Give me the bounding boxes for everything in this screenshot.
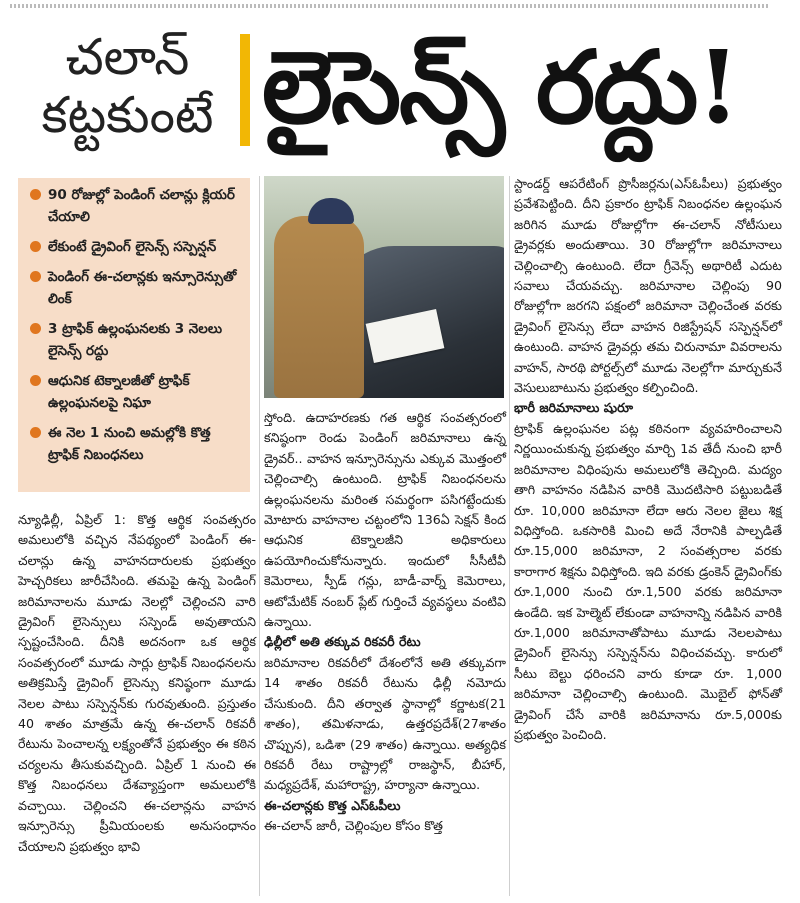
highlight-item — [28, 370, 244, 414]
bullet-icon — [30, 375, 41, 386]
article-column-3 — [514, 174, 782, 745]
kicker-line-1: చలాన్ — [65, 28, 190, 86]
highlight-text: 3 ట్రాఫిక్ ఉల్లంఘనలకు 3 నెలలు లైసెన్స్ రద్దు — [48, 321, 223, 359]
article-paragraph: న్యూఢిల్లీ, ఏప్రిల్ 1: కొత్త ఆర్థిక సంవత్సరం అమలులోకి వచ్చిన నేపథ్యంలో పెండింగ్ ఈ-చలాన్లు ఉన్న వాహనదారులకు ప్రభుత్వం హెచ్చరికలు జారీచేసింది. తమపై ఉన్న పెండింగ్ జరిమానాలను మూడు నెలల్లో చెల్లించని వారి డ్రైవింగ్ లైసెన్సులు సస్పెండ్ అవుతాయని స్పష్టంచేసింది. దీనికి అదనంగా ఒక ఆర్థిక సంవత్సరంలో మూడు సార్లు ట్రాఫిక్ నిబంధనలను అతిక్రమిస్తే డ్రైవింగ్ లైసెన్సు కనిష్ఠంగా మూడు నెలల పాటు సస్పెన్షన్‌కు గురవుతుంది. ప్రస్తుతం 40 శాతం మాత్రమే ఉన్న ఈ-చలాన్ రికవరీ రేటును పెంచాలన్న లక్ష్యంతోనే ప్రభుత్వం ఈ కఠిన చర్యలను తీసుకువచ్చింది. ఏప్రిల్ 1 నుంచి ఈ కొత్త నిబంధనలు దేశవ్యాప్తంగా అమలులోకి వచ్చాయి. చెల్లించని ఈ-చలాన్లను వాహన ఇన్సూరెన్సు ప్రీమియంలకు అనుసంధానం చేయాలని ప్రభుత్వం భావి — [18, 512, 256, 854]
article-paragraph: ట్రాఫిక్ ఉల్లంఘనల పట్ల కఠినంగా వ్యవహరించాలని నిర్ణయించుకున్న ప్రభుత్వం మార్చి 1వ తేదీ నుంచి భారీ జరిమానాల విధింపును అమలులోకి తెచ్చింది. మద్యం తాగి వాహనం నడిపిన వారికి మొదటిసారి పట్టుబడితే రూ. 10,000 జరిమానా లేదా ఆరు నెలల జైలు శిక్ష విధిస్తోంది. ఒకసారికి మించి అదే నేరానికి పాల్పడితే రూ.15,000 జరిమానా, 2 సంవత్సరాల వరకు కారాగార శిక్షను విధిస్తోంది. ఇది వరకు డ్రంకెన్ డ్రైవింగ్‌కు రూ.1,000 నుంచి రూ.1,500 వరకు జరిమానా ఉండేది. ఇక హెల్మెట్ లేకుండా వాహనాన్ని నడిపిన వారికి రూ.1,000 జరిమానాతోపాటు మూడు నెలలపాటు డ్రైవింగ్ లైసెన్సు సస్పెన్షన్‌ను విధించవచ్చు. కారులో సీటు బెల్టు ధరించని వారు కూడా రూ. 1,000 జరిమానా చెల్లించాల్సి ఉంటుంది. మొబైల్ ఫోన్‌తో డ్రైవింగ్ చేసే వారికి జరిమానాను రూ.5,000కు ప్రభుత్వం పెంచింది. — [514, 420, 782, 742]
article-column-2 — [264, 408, 506, 837]
highlight-item — [28, 266, 244, 310]
highlight-item — [28, 422, 244, 466]
column-rule — [259, 176, 260, 896]
bullet-icon — [30, 241, 41, 252]
bullet-icon — [30, 189, 41, 200]
highlight-text: లేకుంటే డ్రైవింగ్ లైసెన్స్ సస్పెన్షన్ — [48, 239, 217, 255]
article-paragraph: స్టాండర్డ్ ఆపరేటింగ్ ప్రొసీజర్లను(ఎస్‌ఓపీలు) ప్రభుత్వం ప్రవేశపెట్టింది. దీని ప్రకారం ట్రాఫిక్ నిబంధనల ఉల్లంఘన జరిగిన మూడు రోజుల్లోగా ఈ-చలాన్ నోటీసులు డ్రైవర్లకు అందుతాయి. 30 రోజుల్లోగా జరిమానాలు చెల్లించాల్సి ఉంటుంది. లేదా గ్రీవెన్స్ అథారిటీ ఎదుట సవాలు చేయవచ్చు. జరిమానాల చెల్లింపు 90 రోజుల్లోగా జరగని పక్షంలో జరిమానా చెల్లించేంత వరకు డ్రైవింగ్ లైసెన్సు లేదా వాహన రిజిస్ట్రేషన్ సస్పెన్షన్‌లో ఉంటుంది. వాహన డ్రైవర్లు తమ చిరునామా వివరాలను వాహన్, సారథి పోర్టల్స్‌లో మూడు నెలల్లోగా మార్చుకునే వెసులుబాటును ప్రభుత్వం కల్పించింది. — [514, 176, 782, 396]
bullet-icon — [30, 427, 41, 438]
kicker-line-2: కట్టకుంటే — [41, 86, 214, 144]
article-paragraph: ఈ-చలాన్ జారీ, చెల్లింపుల కోసం కొత్త — [264, 818, 443, 834]
article-paragraph: జరిమానాల రికవరీలో దేశంలోనే అతి తక్కువగా 14 శాతం రికవరీ రేటును ఢిల్లీ నమోదు చేసుకుంది. దీని తర్వాత స్థానాల్లో కర్ణాటక(21 శాతం), తమిళనాడు, ఉత్తరప్రదేశ్(27శాతం చొప్పున), ఒడిశా (29 శాతం) ఉన్నాయి. అత్యధిక రికవరీ రేటు రాష్ట్రాల్లో రాజస్థాన్, బీహార్, మధ్యప్రదేశ్, మహారాష్ట్ర, హర్యానా ఉన్నాయి. — [264, 654, 506, 793]
highlight-item — [28, 318, 244, 362]
article-column-1 — [18, 510, 256, 857]
article-subheading: ఢిల్లీలో అతి తక్కువ రికవరీ రేటు — [264, 634, 421, 650]
article-subheading: భారీ జరిమానాలు షురూ — [514, 400, 633, 416]
officer-cap-icon — [308, 198, 354, 224]
highlight-text: 90 రోజుల్లో పెండింగ్ చలాన్లు క్లియర్ చేయాలి — [48, 187, 235, 225]
article-subheading: ఈ-చలాన్లకు కొత్త ఎస్‌ఓపీలు — [264, 797, 401, 813]
highlight-text: ఈ నెల 1 నుంచి అమల్లోకి కొత్త ట్రాఫిక్ నిబంధనలు — [48, 425, 211, 463]
highlight-item — [28, 236, 244, 258]
highlight-text: పెండింగ్ ఈ-చలాన్లకు ఇన్సూరెన్సుతో లింక్ — [48, 269, 237, 307]
column-rule — [509, 176, 510, 896]
article-paragraph: స్తోంది. ఉదాహరణకు గత ఆర్థిక సంవత్సరంలో కనిష్ఠంగా రెండు పెండింగ్ జరిమానాలు ఉన్న డ్రైవర్.. వాహన ఇన్సూరెన్సును ఎక్కువ మొత్తంలో చెల్లించాల్సి ఉంటుంది. ట్రాఫిక్ నిబంధనలను ఉల్లంఘనలను మరింత సమర్థంగా పసిగట్టేందుకు మోటారు వాహనాల చట్టంలోని 136ఏ సెక్షన్ కింద ఆధునిక టెక్నాలజీని అధికారులు ఉపయోగించుకోనున్నారు. ఇందులో సీసీటీవీ కెమెరాలు, స్పీడ్ గన్లు, బాడీ-వార్న్ కెమెరాలు, ఆటోమేటిక్ నంబర్ ప్లేట్ గుర్తించే వ్యవస్థలు వంటివి ఉన్నాయి. — [264, 410, 506, 630]
bullet-icon — [30, 323, 41, 334]
traffic-police-photo — [264, 176, 504, 398]
bullet-icon — [30, 271, 41, 282]
highlights-box — [18, 178, 250, 492]
headline-divider — [240, 34, 250, 146]
top-border — [10, 4, 770, 8]
highlight-text: ఆధునిక టెక్నాలజీతో ట్రాఫిక్ ఉల్లంఘనలపై నిఘా — [48, 373, 190, 411]
headline-area — [0, 14, 800, 164]
kicker — [20, 28, 235, 144]
officer-shape — [274, 216, 364, 398]
highlight-item — [28, 184, 244, 228]
headline-title: లైసెన్స్ రద్దు! — [262, 28, 739, 146]
